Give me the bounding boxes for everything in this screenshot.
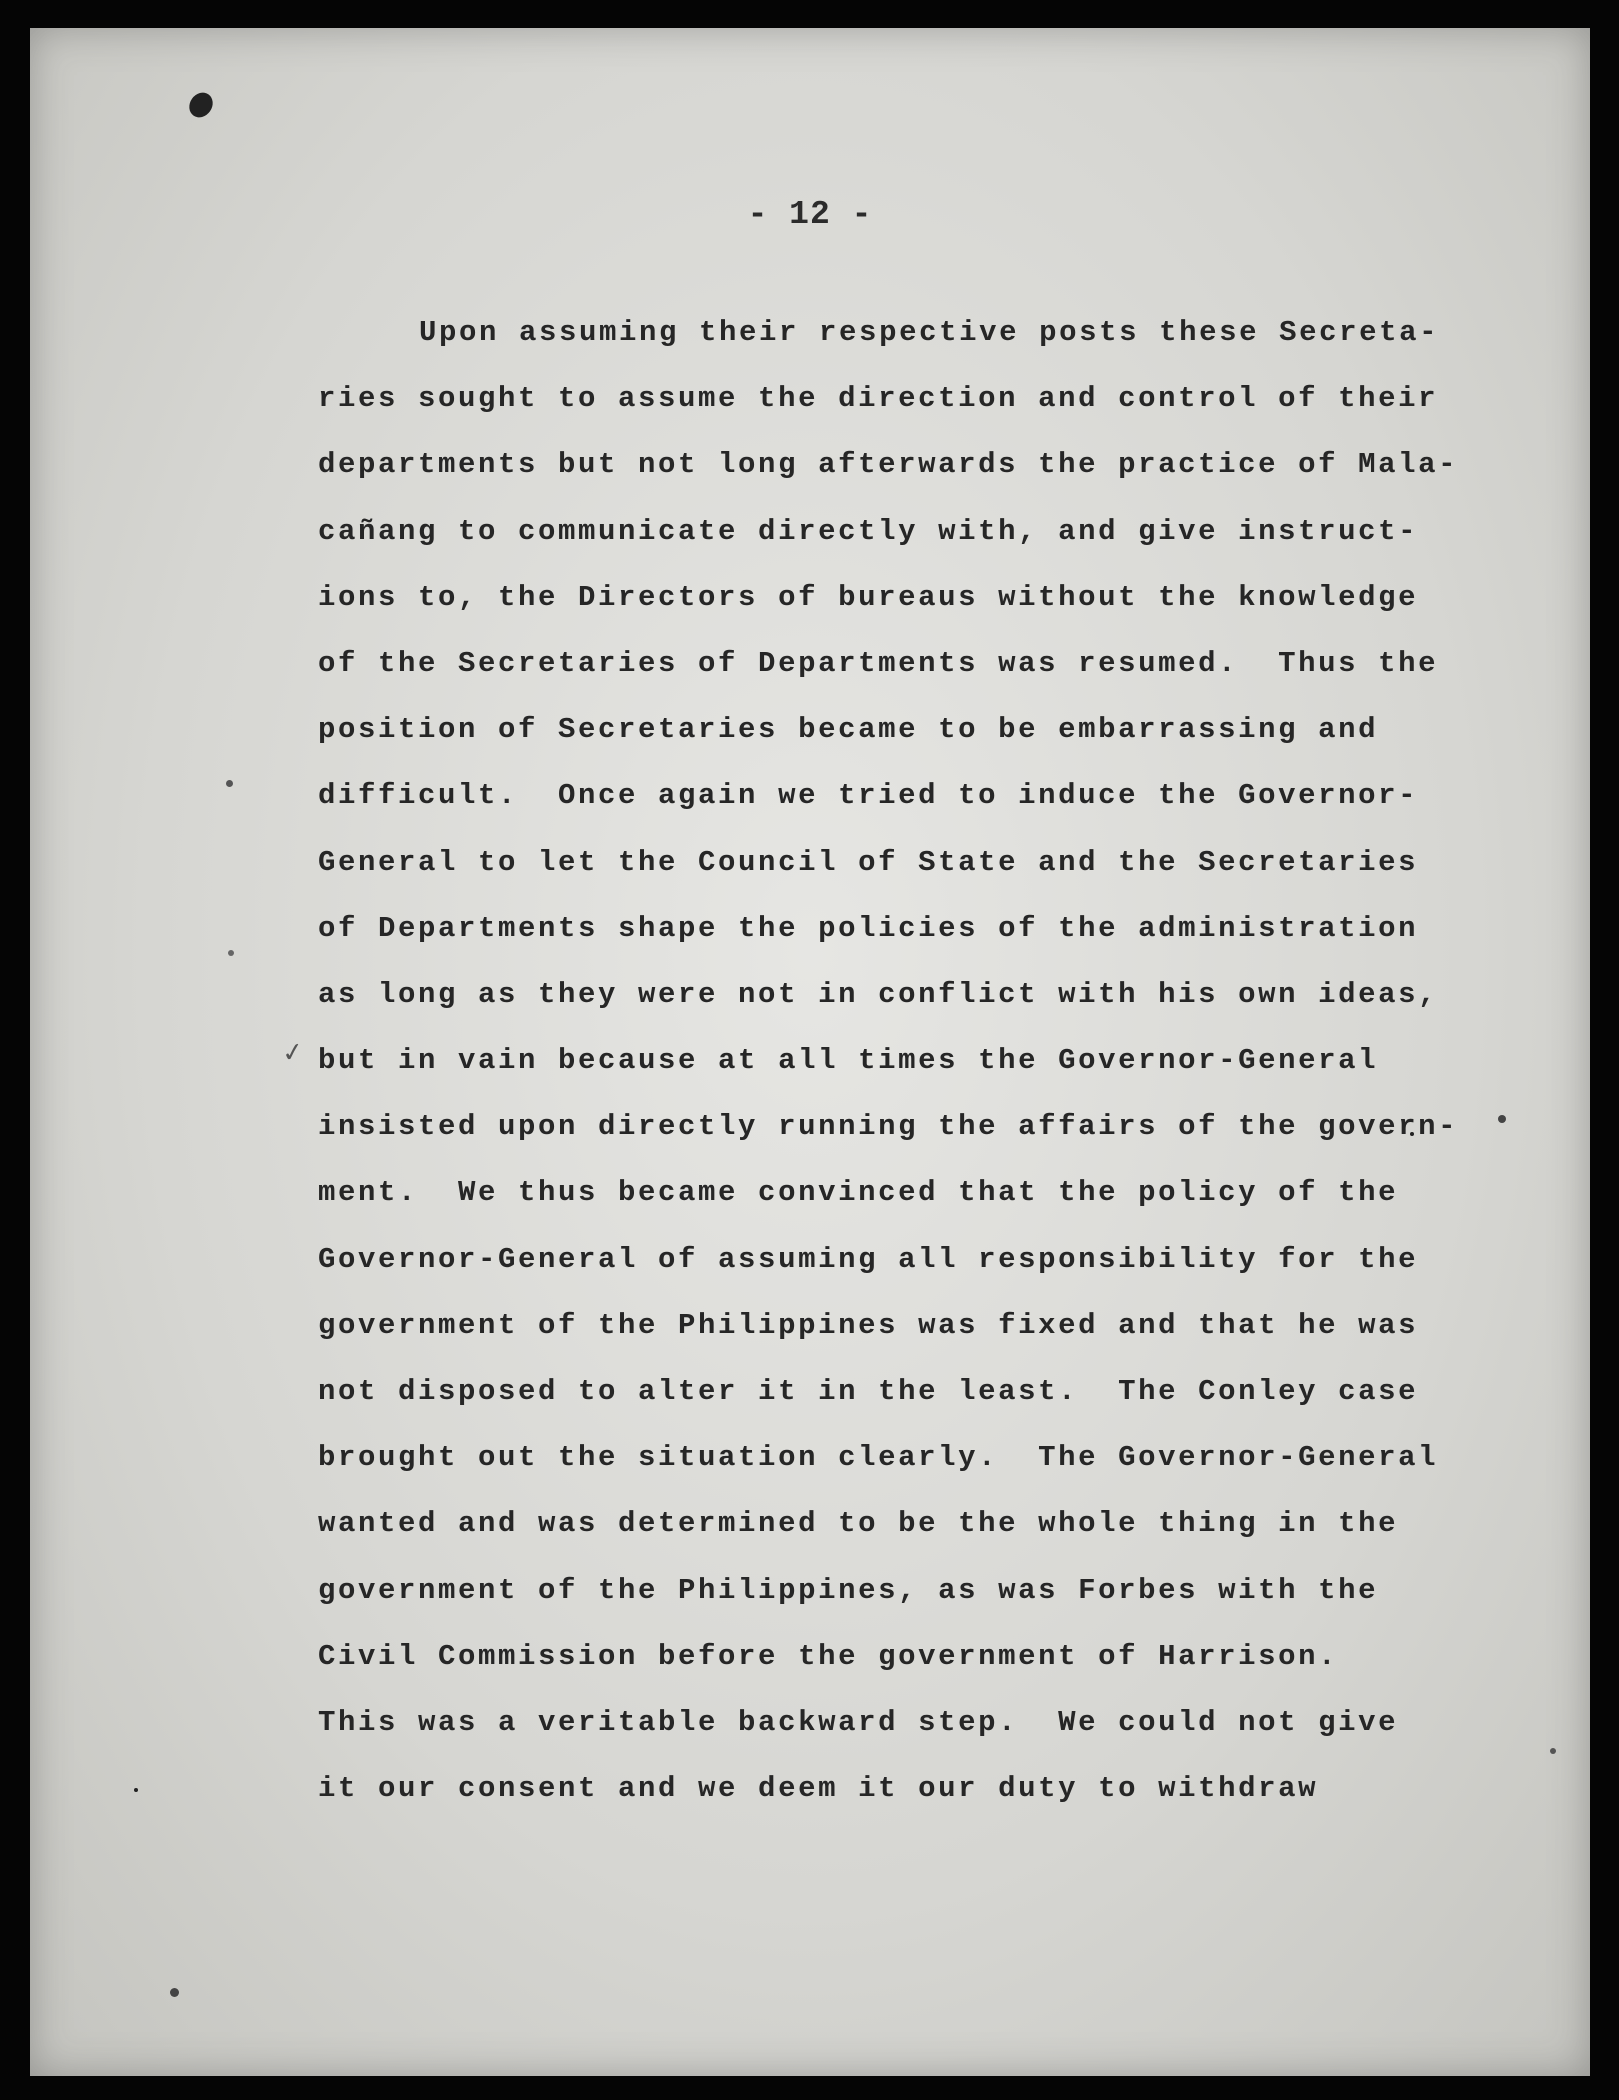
text-line: This was a veritable backward step. We could not give [318,1705,1399,1739]
text-line: government of the Philippines was fixed and that he was [318,1308,1419,1342]
text-line: as long as they were not in conflict with his own ideas, [318,977,1439,1011]
text-line: General to let the Council of State and the Secretaries [318,845,1419,879]
text-line: ment. We thus became convinced that the policy of the [318,1176,1399,1210]
typed-paragraph [318,300,1458,1822]
dust-speck [134,1788,138,1792]
text-line: cañang to communicate directly with, and give instruct- [318,514,1419,548]
text-line: wanted and was determined to be the whole thing in the [318,1507,1399,1541]
text-line: Governor-General of assuming all responsibility for the [318,1242,1419,1276]
text-line: it our consent and we deem it our duty to withdraw [318,1772,1319,1806]
ink-blot [185,88,218,122]
text-line: ries sought to assume the direction and control of their [318,382,1439,416]
text-line: not disposed to alter it in the least. The Conley case [318,1375,1419,1408]
text-line: departments but not long afterwards the practice of Mala- [318,448,1459,482]
text-line: insisted upon directly running the affairs of the govern- [318,1110,1459,1144]
document-page [30,28,1590,2076]
text-line: of Departments shape the policies of the administration [318,911,1419,945]
text-line: ions to, the Directors of bureaus without the knowledge [318,580,1419,614]
text-line: of the Secretaries of Departments was resumed. Thus the [318,646,1439,680]
dust-speck [226,780,233,787]
text-line: position of Secretaries became to be embarrassing and [318,713,1379,747]
dust-speck [1498,1115,1506,1123]
dust-speck [170,1988,179,1997]
margin-check-mark: ✓ [280,1036,306,1070]
dust-speck [1550,1748,1556,1754]
page-number: - 12 - [747,196,873,233]
dust-speck [228,950,234,956]
text-line: but in vain because at all times the Governor-General [318,1044,1379,1078]
text-line: difficult. Once again we tried to induce the Governor- [318,779,1419,813]
text-line: Civil Commission before the government of Harrison. [318,1639,1339,1673]
text-line: government of the Philippines, as was Forbes with the [318,1573,1379,1607]
text-line: Upon assuming their respective posts these Secreta- [419,316,1440,349]
text-line: brought out the situation clearly. The Governor-General [318,1441,1439,1475]
